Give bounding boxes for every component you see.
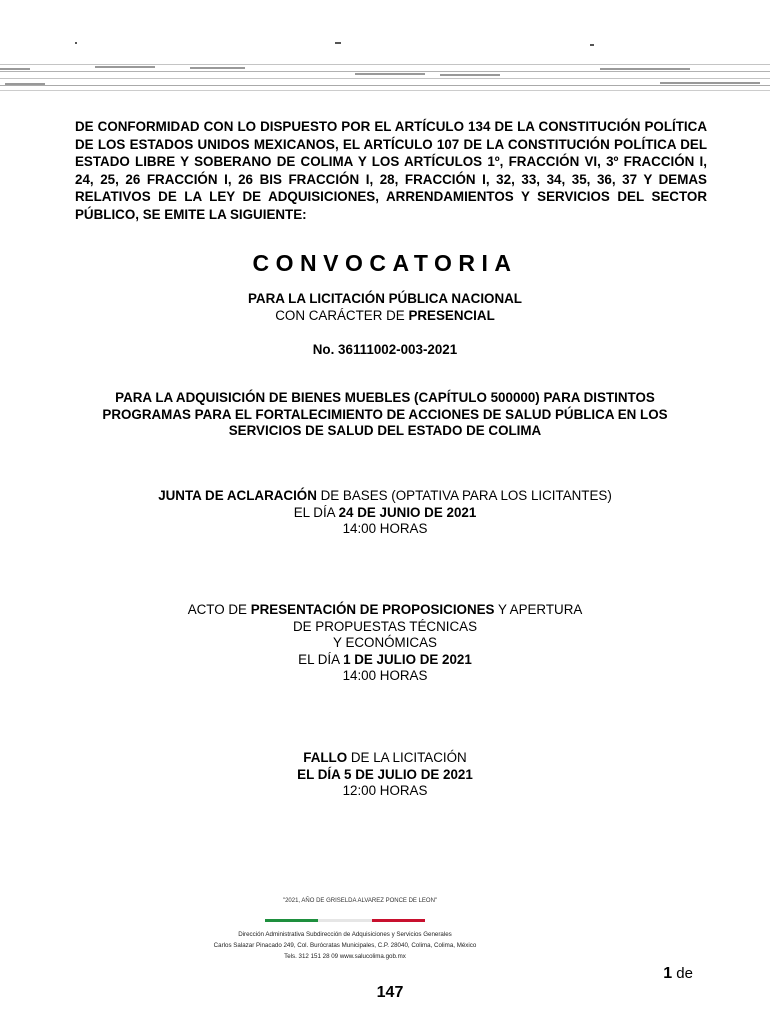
page-current: 1 bbox=[663, 965, 673, 982]
acto-time: 14:00 HORAS bbox=[342, 668, 428, 684]
footer-line: Carlos Salazar Pinacado 249, Col. Burócratas Municipales, C.P. 28040, Colima, Colima, México bbox=[213, 942, 477, 949]
acto-block bbox=[0, 602, 770, 685]
acto-prefix: ACTO DE bbox=[187, 602, 251, 617]
footer-motto: "2021, AÑO DE GRISELDA ALVAREZ PONCE DE LEON" bbox=[282, 898, 438, 904]
purpose-line: SERVICIOS DE SALUD DEL ESTADO DE COLIMA bbox=[228, 423, 542, 438]
purpose-line: PARA LA ADQUISICIÓN DE BIENES MUEBLES (CAPÍTULO 500000) PARA DISTINTOS bbox=[115, 390, 655, 405]
junta-date-prefix: EL DÍA bbox=[293, 504, 339, 520]
junta-label: JUNTA DE ACLARACIÓN bbox=[158, 488, 317, 503]
flag-white bbox=[318, 919, 371, 922]
acto-line3: Y ECONÓMICAS bbox=[333, 635, 437, 651]
fallo-date: EL DÍA 5 DE JULIO DE 2021 bbox=[297, 766, 473, 782]
fallo-desc: DE LA LICITACIÓN bbox=[347, 750, 467, 765]
licitacion-block bbox=[0, 291, 770, 324]
acto-date-value: 1 DE JULIO DE 2021 bbox=[343, 651, 472, 667]
acto-line2: DE PROPUESTAS TÉCNICAS bbox=[292, 618, 478, 634]
character-value: PRESENCIAL bbox=[408, 307, 495, 323]
page-of-label: de bbox=[672, 965, 693, 982]
footer-line: Tels. 312 151 28 09 www.salucolima.gob.mx bbox=[284, 953, 406, 960]
flag-green bbox=[265, 919, 318, 922]
intro-paragraph: DE CONFORMIDAD CON LO DISPUESTO POR EL ARTÍCULO 134 DE LA CONSTITUCIÓN POLÍTICA DE LOS ESTADOS UNIDOS MEXICANOS, EL ARTÍCULO 107 DE LA CONSTITUCIÓN POLÍTICA DEL ESTADO LIBRE Y SOBERANO DE COLIMA Y LOS ARTÍCULOS 1º, FRACCIÓN VI, 3º FRACCIÓN I, 24, 25, 26 FRACCIÓN I, 26 BIS FRACCIÓN I, 28, FRACCIÓN I, 32, 33, 34, 35, 36, 37 Y DEMAS RELATIVOS DE LA LEY DE ADQUISICIONES, ARRENDAMIENTOS Y SERVICIOS DEL SECTOR PÚBLICO, SE EMITE LA SIGUIENTE: bbox=[75, 119, 707, 222]
licitacion-type: PARA LA LICITACIÓN PÚBLICA NACIONAL bbox=[248, 291, 522, 306]
licitacion-number: No. 36111002-003-2021 bbox=[312, 342, 458, 357]
footer-line: Dirección Administrativa Subdirección de Adquisiciones y Servicios Generales bbox=[238, 931, 452, 938]
document-title: CONVOCATORIA bbox=[252, 250, 518, 276]
purpose-block bbox=[0, 390, 770, 440]
licitacion-character bbox=[0, 308, 770, 325]
purpose-line: PROGRAMAS PARA EL FORTALECIMIENTO DE ACCIONES DE SALUD PÚBLICA EN LOS bbox=[102, 406, 668, 422]
footer-address bbox=[185, 929, 505, 962]
page-indicator bbox=[663, 965, 693, 983]
junta-heading bbox=[0, 488, 770, 505]
page-total: 147 bbox=[376, 984, 404, 1001]
acto-suffix: Y APERTURA bbox=[494, 602, 583, 617]
acto-label: PRESENTACIÓN DE PROPOSICIONES bbox=[250, 602, 495, 617]
header-letterhead-image bbox=[0, 38, 770, 100]
character-prefix: CON CARÁCTER DE bbox=[275, 307, 409, 323]
acto-date-prefix: EL DÍA bbox=[298, 651, 344, 667]
fallo-time: 12:00 HORAS bbox=[342, 783, 428, 799]
footer-flag-stripe bbox=[265, 919, 425, 922]
flag-red bbox=[372, 919, 425, 922]
junta-desc: DE BASES (OPTATIVA PARA LOS LICITANTES) bbox=[316, 488, 612, 503]
junta-date bbox=[0, 505, 770, 522]
acto-heading bbox=[0, 602, 770, 619]
acto-date bbox=[0, 652, 770, 669]
junta-time: 14:00 HORAS bbox=[342, 521, 428, 537]
fallo-heading bbox=[0, 750, 770, 767]
junta-block bbox=[0, 488, 770, 538]
fallo-block bbox=[0, 750, 770, 800]
junta-date-value: 24 DE JUNIO DE 2021 bbox=[338, 504, 477, 520]
fallo-label: FALLO bbox=[303, 750, 348, 765]
